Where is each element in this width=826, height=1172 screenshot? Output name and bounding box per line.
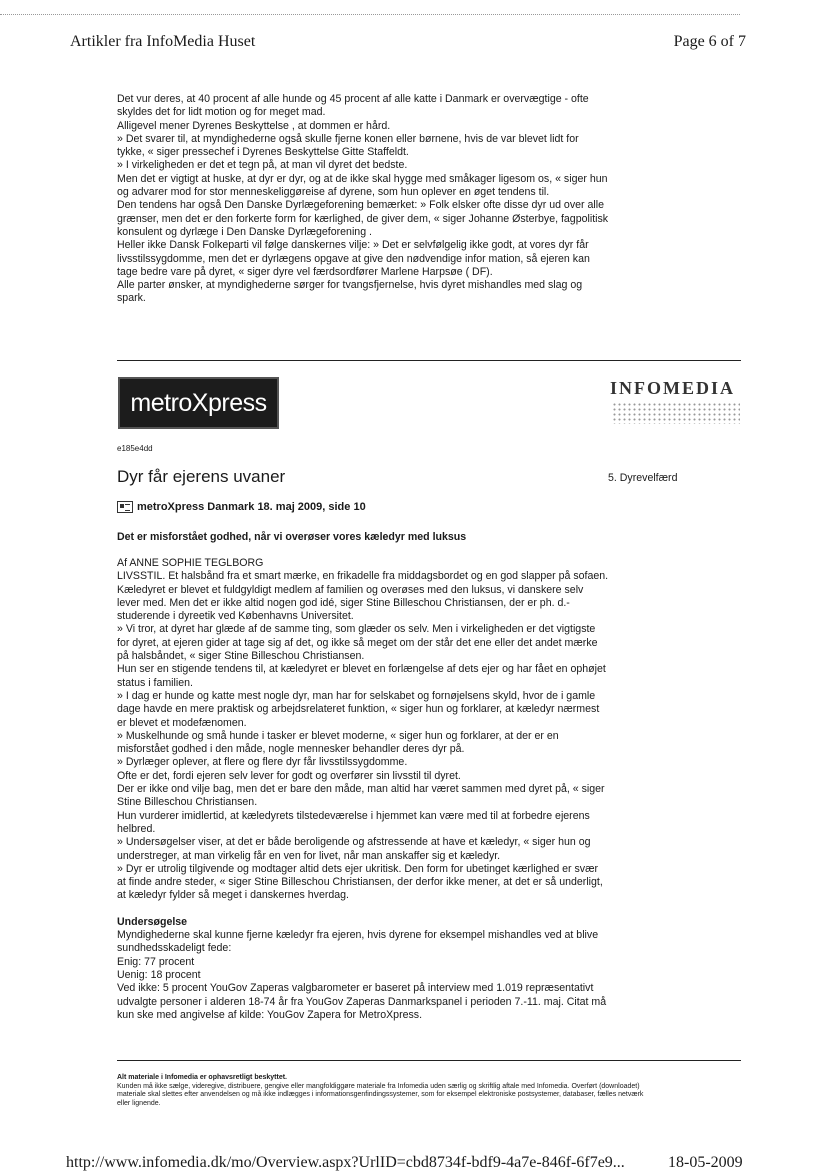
article-body xyxy=(117,557,609,1022)
paragraph: Alligevel mener Dyrenes Beskyttelse , at dommen er hård. xyxy=(117,119,391,132)
copyright-heading: Alt materiale i Infomedia er ophavsretligt beskyttet. xyxy=(117,1074,287,1081)
paragraph: » Vi tror, at dyret har glæde af de samme ting, som glæder os selv. Men i virkeligheden er det vigtigste for dyret, at ejeren gider at tage sig af det, og ikke så meget om der står det ene eller det andet mærke på halsbåndet, « siger Stine Billeschou Christiansen. xyxy=(117,623,598,663)
newspaper-icon xyxy=(117,501,133,513)
byline: Af ANNE SOPHIE TEGLBORG xyxy=(117,557,264,569)
paragraph: » Dyr er utrolig tilgivende og modtager altid dets ejer ukritisk. Den form for ubetinget kærlighed er svær at finde andre steder, « siger Stine Billeschou Christiansen, der derfor ikke mener, at det er så underligt, at kæledyr fylder så meget i danskernes hverdag. xyxy=(117,862,603,902)
paragraph: Hun vurderer imidlertid, at kæledyrets tilstedeværelse i hjemmet kan være med til at forbedre ejerens helbred. xyxy=(117,809,590,835)
paragraph: Der er ikke ond vilje bag, men det er bare den måde, man altid har været sammen med dyret på, « siger Stine Billeschou Christiansen. xyxy=(117,783,605,809)
paragraph: Men det er vigtigt at huske, at dyr er dyr, og at de ikke skal hygge med småkager ligesom os, « siger hun og advarer mod for stor menneskeliggøreise af dyrene, som hun oplever en øget tendens til. xyxy=(117,172,608,199)
paragraph: Heller ikke Dansk Folkeparti vil følge danskernes vilje: » Det er selvfølgelig ikke godt, at vores dyr får livsstilssygdomme, men det er dyrlægens opgave at give den nødvendige infor mation, så ejeren kan tage bedre vare på dyret, « siger dyre vel færdsordfører Marlene Harpsøe ( DF). xyxy=(117,239,590,278)
article-category: 5. Dyrevelfærd xyxy=(608,472,678,484)
metroxpress-logo: metroXpress xyxy=(118,377,279,429)
article-title: Dyr får ejerens uvaner xyxy=(117,467,286,486)
paragraph: Hun ser en stigende tendens til, at kæledyret er blevet en forlængelse af dets ejer og har fået en ophøjet status i familien. xyxy=(117,663,606,689)
paragraph: LIVSSTIL. Et halsbånd fra et smart mærke, en frikadelle fra middagsbordet og en god slapper på sofaen. Kæledyret er blevet et fuldgyldigt medlem af familien og overøses med den luksus, vi danskere selv lever med. Men det er ikke altid nogen god idé, siger Stine Billeschou Christiansen, der er ph. d.-studerende i dyreetik ved Københavns Universitet. xyxy=(117,570,609,623)
paragraph: Det vur deres, at 40 procent af alle hunde og 45 procent af alle katte i Danmark er overvægtige - ofte skyldes det for lidt motion og for meget mad. xyxy=(117,93,589,119)
paragraph: Ved ikke: 5 procent YouGov Zaperas valgbarometer er baseret på interview med 1.019 repræsentativt udvalgte personer i alderen 18-74 år fra YouGov Zaperas Danmarkspanel i perioden 7.-11. maj. Citat må kun ske med angivelse af kilde: YouGov Zapera for MetroXpress. xyxy=(117,982,607,1021)
page-number: Page 6 of 7 xyxy=(673,33,746,50)
page-header-title: Artikler fra InfoMedia Huset xyxy=(70,33,256,50)
infomedia-logo-pattern xyxy=(612,402,740,424)
paragraph: Ofte er det, fordi ejeren selv lever for godt og overfører sin livsstil til dyret. xyxy=(117,769,461,782)
document-id: e185e4dd xyxy=(117,444,153,453)
paragraph: » Undersøgelser viser, at det er både beroligende og afstressende at have et kæledyr, « siger hun og understreger, at man virkelig får en ven for livet, når man anskaffer sig et kæledyr. xyxy=(117,836,591,862)
source-text: metroXpress Danmark 18. maj 2009, side 10 xyxy=(137,501,366,513)
paragraph: Uenig: 18 procent xyxy=(117,968,201,981)
paragraph: Myndighederne skal kunne fjerne kæledyr fra ejeren, hvis dyrene for eksempel mishandles ved at blive sundhedsskadeligt fede: xyxy=(117,929,599,955)
infomedia-logo: INFOMEDIA xyxy=(610,378,735,398)
copyright-notice xyxy=(117,1074,657,1108)
paragraph: » I dag er hunde og katte mest nogle dyr, man har for selskabet og fornøjelsens skyld, hvor de i gamle dage havde en mere praktisk og arbejdsrelateret funktion, « siger hun og forklarer, at kæledyr nærmest er blevet et modefænomen. xyxy=(117,689,600,729)
article-source xyxy=(117,501,366,513)
page-url: http://www.infomedia.dk/mo/Overview.aspx?UrlID=cbd8734f-bdf9-4a7e-846f-6f7e9... xyxy=(66,1154,625,1171)
copyright-text: Kunden må ikke sælge, videregive, distribuere, gengive eller mangfoldiggøre materiale fra Infomedia uden særlig og skriftlig aftale med Infomedia. Overført (downloadet) materiale skal slettes efter anvendelsen og må ikke indlægges i informationsgenfindingssystemer, som for eksempel elektroniske postsystemer, databaser, fælles netværk eller lignende. xyxy=(117,1082,644,1107)
article-subheading: Det er misforstået godhed, når vi overøser vores kæledyr med luksus xyxy=(117,531,467,543)
paragraph: » Dyrlæger oplever, at flere og flere dyr får livsstilssygdomme. xyxy=(117,756,408,769)
paragraph: Alle parter ønsker, at myndighederne sørger for tvangsfjernelse, hvis dyret mishandles med slag og spark. xyxy=(117,279,583,305)
paragraph: Enig: 77 procent xyxy=(117,955,195,968)
paragraph: » Muskelhunde og små hunde i tasker er blevet moderne, « siger hun og forklarer, at der er en misforstået godhed i den måde, nogle mennesker behandler deres dyr på. xyxy=(117,729,559,756)
article-divider xyxy=(117,360,741,361)
section-heading: Undersøgelse xyxy=(117,915,188,928)
previous-article-continuation xyxy=(117,93,609,306)
footer-divider xyxy=(117,1060,741,1061)
print-date: 18-05-2009 xyxy=(668,1154,743,1171)
paragraph: » Det svarer til, at myndighederne også skulle fjerne konen eller børnene, hvis de var blevet lidt for tykke, « siger pressechef i Dyrenes Beskyttelse Gitte Staffeldt. xyxy=(117,132,579,159)
top-dotted-border xyxy=(0,14,740,15)
paragraph: » I virkeligheden er det et tegn på, at man vil dyret det bedste. xyxy=(117,159,408,172)
paragraph: Den tendens har også Den Danske Dyrlægeforening bemærket: » Folk elsker ofte disse dyr ud over alle grænser, men det er den forkerte form for kærlighed, de giver dem, « siger Johanne Østerbye, fagpolitisk konsulent og dyrlæge i Den Danske Dyrlægeforening . xyxy=(117,199,609,238)
